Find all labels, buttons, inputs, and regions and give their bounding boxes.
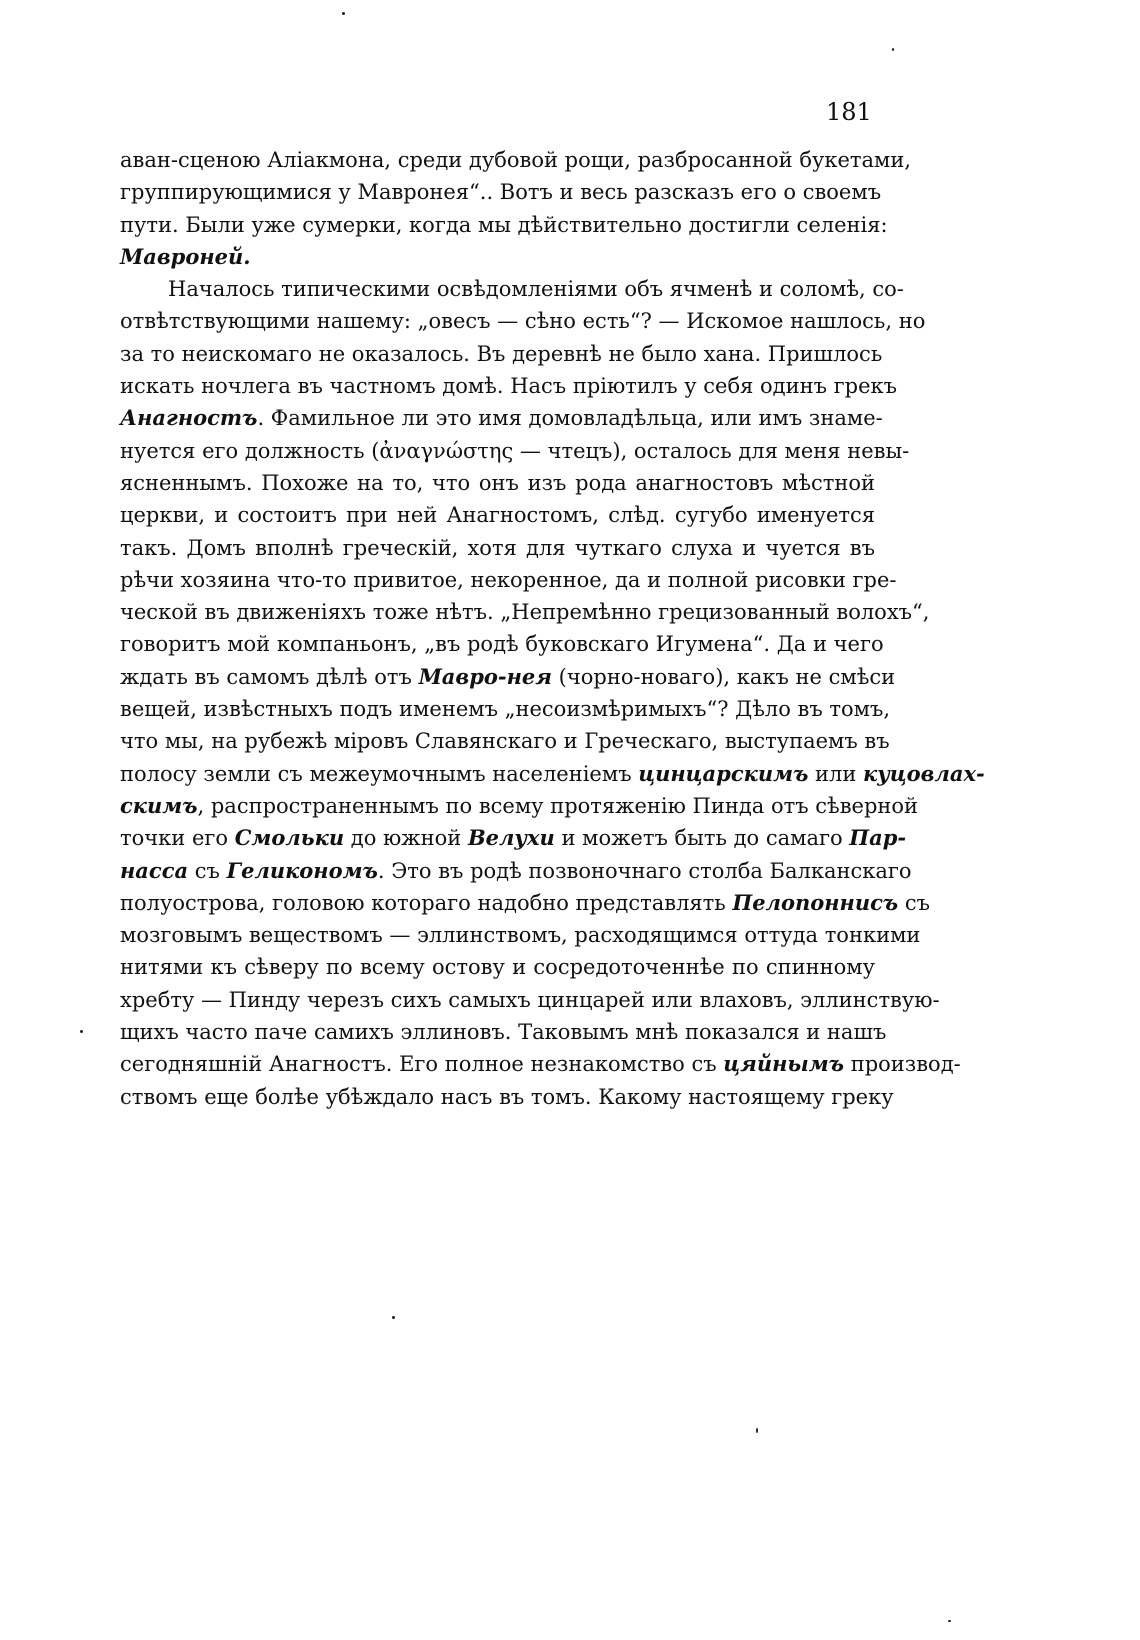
text-run: пути. Были уже сумерки, когда мы дѣйствительно достигли селенія: bbox=[120, 212, 888, 237]
italic-term: Мавроней. bbox=[120, 243, 251, 269]
text-run: полуострова, головою котораго надобно представлять bbox=[120, 890, 733, 915]
italic-term: Пелопоннисъ bbox=[732, 889, 899, 915]
text-line bbox=[120, 822, 907, 854]
text-run: рѣчи хозяина что-то привитое, некоренное, да и полной рисовки гре- bbox=[120, 567, 897, 592]
italic-term: насса bbox=[120, 857, 189, 883]
text-line bbox=[120, 467, 875, 499]
text-line bbox=[120, 758, 985, 790]
text-run: . Это въ родѣ позвоночнаго столба Балканскаго bbox=[377, 858, 912, 883]
text-run: сегодняшній Анагностъ. Его полное незнакомство съ bbox=[120, 1052, 724, 1077]
text-line bbox=[120, 661, 896, 693]
text-line bbox=[120, 499, 875, 531]
italic-term: скимъ bbox=[120, 792, 198, 818]
text-run: Началось типическими освѣдомленіями объ ячменѣ и соломѣ, со- bbox=[168, 277, 904, 302]
italic-term: Мавро-нея bbox=[418, 663, 552, 689]
text-run: ждать въ самомъ дѣлѣ отъ bbox=[120, 664, 419, 689]
scan-speck bbox=[392, 1316, 395, 1319]
text-run: ческой въ движеніяхъ тоже нѣтъ. „Непремѣнно грецизованный волохъ“, bbox=[120, 600, 930, 625]
text-line bbox=[120, 951, 875, 983]
text-line bbox=[120, 532, 875, 564]
text-line bbox=[120, 370, 897, 402]
text-line bbox=[120, 435, 910, 467]
text-line bbox=[120, 887, 930, 919]
text-run: съ bbox=[898, 890, 930, 915]
scan-speck bbox=[756, 1428, 758, 1433]
scan-speck bbox=[892, 48, 894, 51]
italic-term: Геликономъ bbox=[226, 857, 378, 883]
text-line bbox=[120, 693, 891, 725]
text-run: до южной bbox=[344, 826, 468, 851]
text-run: нитями къ сѣверу по всему остову и сосредоточеннѣе по спинному bbox=[120, 955, 875, 980]
italic-term: куцовлах- bbox=[863, 760, 985, 786]
italic-term: Анагностъ bbox=[120, 405, 258, 431]
text-line bbox=[120, 564, 897, 596]
italic-term: Смольки bbox=[234, 825, 345, 851]
italic-term: Велухи bbox=[467, 825, 555, 851]
text-line bbox=[120, 144, 912, 176]
text-run: . Фамильное ли это имя домовладѣльца, или имъ знаме- bbox=[257, 406, 883, 431]
text-run: и можетъ быть до самаго bbox=[554, 826, 850, 851]
body-text bbox=[120, 144, 985, 1113]
text-line bbox=[120, 305, 926, 337]
text-run: искать ночлега въ частномъ домѣ. Насъ пріютилъ у себя одинъ грекъ bbox=[120, 374, 897, 399]
text-run: отвѣтствующими нашему: „овесъ — сѣно есть“? — Искомое нашлось, но bbox=[120, 309, 926, 334]
text-line bbox=[120, 1016, 887, 1048]
text-run: нуется его должность (ἀναγνώστης — чтецъ), осталось для меня невы- bbox=[120, 438, 910, 463]
text-run: такъ. Домъ вполнѣ греческій, хотя для чуткаго слуха и чуется въ bbox=[120, 535, 875, 560]
text-run: полосу земли съ межеумочнымъ населеніемъ bbox=[120, 761, 639, 786]
text-line bbox=[120, 855, 912, 887]
text-line bbox=[120, 176, 882, 208]
text-line bbox=[120, 628, 884, 660]
text-run: группирующимися у Мавронея“.. Вотъ и весь разсказъ его о своемъ bbox=[120, 180, 882, 205]
text-run: говоритъ мой компаньонъ, „въ родѣ буковскаго Игумена“. Да и чего bbox=[120, 632, 884, 657]
text-run: вещей, извѣстныхъ подъ именемъ „несоизмѣримыхъ“? Дѣло въ томъ, bbox=[120, 697, 891, 722]
text-line bbox=[120, 402, 883, 434]
scan-speck bbox=[80, 1030, 83, 1033]
text-line bbox=[120, 1081, 894, 1113]
text-line bbox=[120, 596, 930, 628]
text-run: мозговымъ веществомъ — эллинствомъ, расходящимся оттуда тонкими bbox=[120, 923, 921, 948]
text-run: или bbox=[808, 761, 864, 786]
text-run: за то неискомаго не оказалось. Въ деревнѣ не было хана. Пришлось bbox=[120, 341, 883, 366]
italic-term: цяйнымъ bbox=[723, 1051, 845, 1077]
text-run: аван-сценою Аліакмона, среди дубовой рощи, разбросанной букетами, bbox=[120, 148, 912, 172]
scan-speck bbox=[342, 12, 345, 15]
text-run: съ bbox=[188, 858, 227, 883]
italic-term: Пар- bbox=[849, 825, 907, 851]
text-line bbox=[120, 241, 875, 273]
text-line bbox=[120, 790, 919, 822]
text-run: , распространеннымъ по всему протяженію Пинда отъ сѣверной bbox=[197, 793, 919, 818]
text-line bbox=[120, 273, 904, 305]
text-line bbox=[120, 984, 940, 1016]
text-run: ствомъ еще болѣе убѣждало насъ въ томъ. Какому настоящему греку bbox=[120, 1084, 894, 1109]
text-run: щихъ часто паче самихъ эллиновъ. Таковымъ мнѣ показался и нашъ bbox=[120, 1020, 887, 1045]
text-run: церкви, и состоитъ при ней Анагностомъ, слѣд. сугубо именуется bbox=[120, 503, 875, 528]
text-run: (чорно-новаго), какъ не смѣси bbox=[552, 664, 896, 689]
text-line bbox=[120, 919, 921, 951]
page-number: 181 bbox=[826, 98, 872, 126]
text-run: производ- bbox=[844, 1052, 961, 1077]
text-line bbox=[120, 725, 890, 757]
text-run: что мы, на рубежѣ міровъ Славянскаго и Греческаго, выступаемъ въ bbox=[120, 729, 890, 754]
text-run: хребту — Пинду черезъ сихъ самыхъ цинцарей или влаховъ, эллинствую- bbox=[120, 987, 940, 1012]
text-run: точки его bbox=[120, 826, 235, 851]
text-line bbox=[120, 209, 888, 241]
italic-term: цинцарскимъ bbox=[638, 760, 809, 786]
text-line bbox=[120, 338, 883, 370]
text-line bbox=[120, 1048, 961, 1080]
text-run: ясненнымъ. Похоже на то, что онъ изъ рода анагностовъ мѣстной bbox=[120, 470, 875, 495]
scan-speck bbox=[948, 1620, 951, 1622]
